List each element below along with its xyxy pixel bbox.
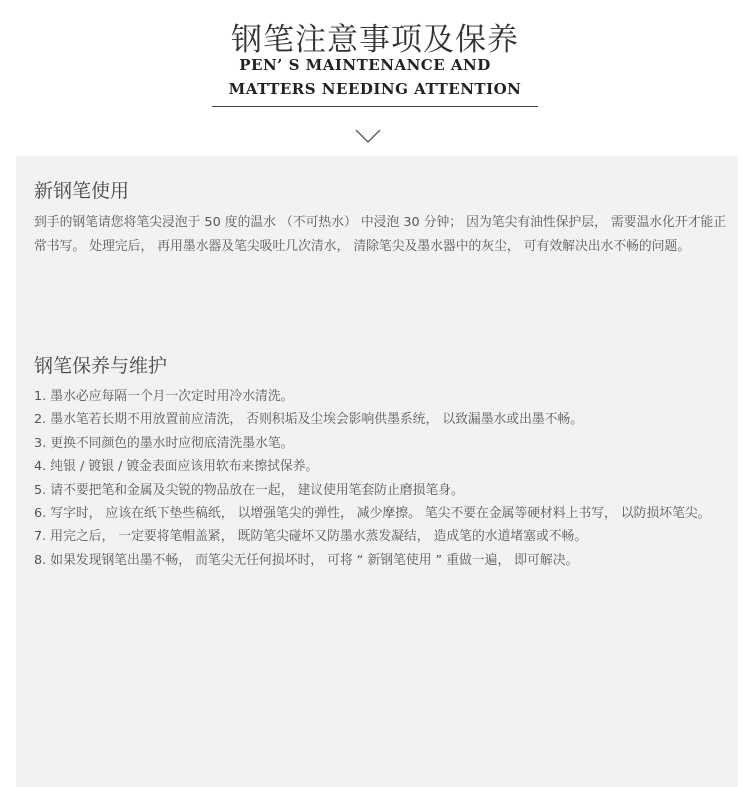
subtitle-line-1: PEN’ S MAINTENANCE AND bbox=[239, 56, 491, 74]
section-title-new-pen: 新钢笔使用 bbox=[34, 180, 130, 202]
content-panel bbox=[16, 156, 738, 787]
list-item: 1. 墨水必应每隔一个月一次定时用冷水清洗。 bbox=[34, 389, 294, 404]
list-item: 4. 纯银 / 镀银 / 镀金表面应该用软布来擦拭保养。 bbox=[34, 459, 319, 475]
list-item: 8. 如果发现钢笔出墨不畅， 而笔尖无任何损坏时， 可将 “ 新钢笔使用 ” 重做一遍， 即可解决。 bbox=[34, 552, 579, 568]
maintenance-list bbox=[34, 385, 728, 572]
header bbox=[0, 0, 750, 156]
list-item: 5. 请不要把笔和金属及尖锐的物品放在一起， 建议使用笔套防止磨损笔身。 bbox=[34, 482, 464, 498]
subtitle-line-2: MATTERS NEEDING ATTENTION bbox=[228, 80, 522, 98]
list-item: 6. 写字时， 应该在纸下垫些稿纸， 以增强笔尖的弹性， 减少摩擦。 笔尖不要在金属等硬材料上书写， 以防损坏笔尖。 bbox=[34, 506, 711, 522]
page-title: 钢笔注意事项及保养 bbox=[231, 22, 519, 58]
list-item: 2. 墨水笔若长期不用放置前应清洗， 否则积垢及尘埃会影响供墨系统， 以致漏墨水或出墨不畅。 bbox=[34, 412, 584, 428]
list-item: 7. 用完之后， 一定要将笔帽盖紧， 既防笔尖碰坏又防墨水蒸发凝结， 造成笔的水道堵塞或不畅。 bbox=[34, 529, 588, 545]
divider bbox=[212, 106, 538, 107]
section-title-maintenance: 钢笔保养与维护 bbox=[34, 355, 168, 377]
section-body-new-pen: 到手的钢笔请您将笔尖浸泡于 50 度的温水 （不可热水） 中浸泡 30 分钟； 因为笔尖有油性保护层， 需要温水化开才能正常书写。 处理完后， 再用墨水器及笔尖吸吐几次清水， 清除笔尖及墨水器中的灰尘， 可有效解决出水不畅的问题。 bbox=[34, 215, 727, 254]
chevron-down-icon bbox=[355, 128, 381, 144]
list-item: 3. 更换不同颜色的墨水时应彻底清洗墨水笔。 bbox=[34, 435, 294, 451]
